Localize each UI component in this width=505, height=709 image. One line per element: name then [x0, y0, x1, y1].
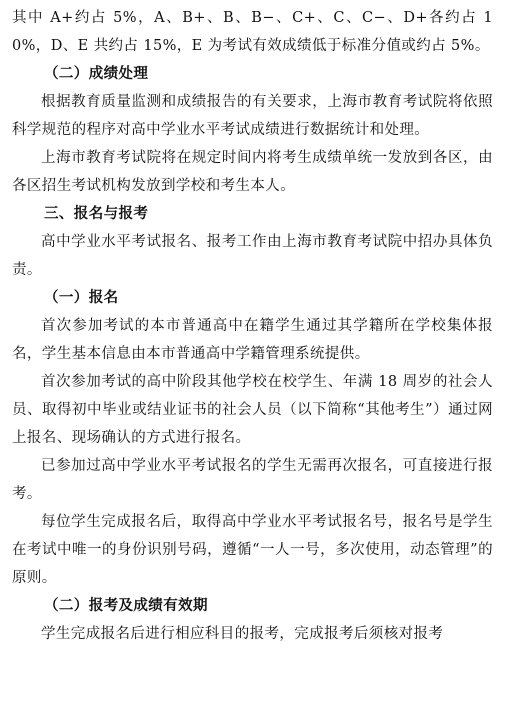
section-heading-exam-validity: （二）报考及成绩有效期: [44, 598, 208, 614]
section-heading-enrollment: （一）报名: [44, 290, 119, 306]
section-heading-score-processing: （二）成绩处理: [44, 66, 149, 82]
registration-responsibility-paragraph: 高中学业水平考试报名、报考工作由上海市教育考试院中招办具体负责。: [12, 234, 493, 278]
direct-exam-registration-paragraph: 已参加过高中学业水平考试报名的学生无需再次报名，可直接进行报考。: [12, 458, 493, 502]
score-processing-paragraph: 根据教育质量监测和成绩报告的有关要求，上海市教育考试院将依照科学规范的程序对高中学业水平考试成绩进行数据统计和处理。: [12, 94, 493, 138]
exam-registration-paragraph: 学生完成报名后进行相应科目的报考，完成报考后须核对报考: [41, 626, 444, 642]
grade-distribution-paragraph: 其中 A+约占 5%，A、B+、B、B−、C+、C、C−、D+各约占 10%，D、E 共约占 15%，E 为考试有效成绩低于标准分值或约占 5%。: [12, 10, 493, 54]
collective-enrollment-paragraph: 首次参加考试的本市普通高中在籍学生通过其学籍所在学校集体报名，学生基本信息由本市普通高中学籍管理系统提供。: [12, 318, 493, 362]
registration-number-paragraph: 每位学生完成报名后，取得高中学业水平考试报名号，报名号是学生在考试中唯一的身份识别号码，遵循“一人一号，多次使用，动态管理”的原则。: [12, 514, 493, 586]
score-report-distribution-paragraph: 上海市教育考试院将在规定时间内将考生成绩单统一发放到各区，由各区招生考试机构发放到学校和考生本人。: [12, 150, 493, 194]
section-heading-registration: 三、报名与报考: [44, 206, 149, 222]
other-candidates-paragraph: 首次参加考试的高中阶段其他学校在校学生、年满 18 周岁的社会人员、取得初中毕业或结业证书的社会人员（以下简称“其他考生”）通过网上报名、现场确认的方式进行报名。: [12, 374, 493, 446]
